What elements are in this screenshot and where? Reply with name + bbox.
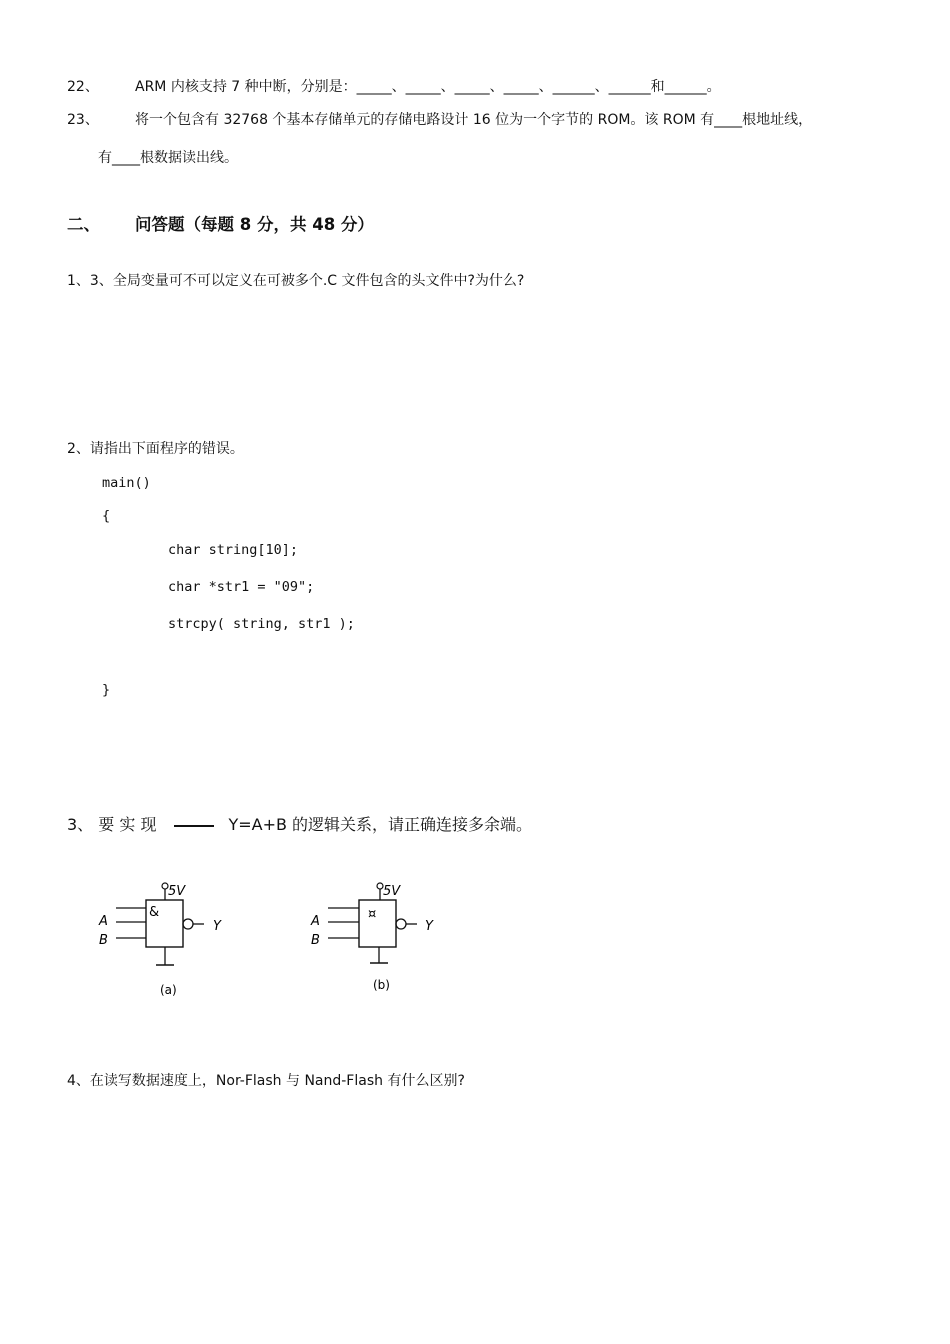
question-1: 1、3、全局变量可不可以定义在可被多个.C 文件包含的头文件中?为什么? — [67, 273, 525, 289]
input-label-b: B — [99, 933, 108, 948]
gate-symbol: ¤ — [368, 907, 377, 922]
section-number: 二、 — [67, 215, 100, 234]
output-label: Y — [425, 919, 433, 934]
input-label-b: B — [311, 933, 320, 948]
question-22 — [67, 78, 721, 96]
supply-label: 5V — [168, 884, 186, 899]
figure-caption: (b) — [373, 978, 390, 992]
question-prefix: 3、 要 实 现 — [67, 815, 157, 834]
gate-body — [359, 900, 396, 947]
input-label-a: A — [311, 914, 320, 929]
question-number: 23、 — [67, 112, 99, 128]
question-number: 22、 — [67, 79, 99, 95]
logic-formula: Y=A+B — [228, 815, 287, 834]
supply-label: 5V — [383, 884, 401, 899]
question-suffix: 的逻辑关系，请正确连接多余端。 — [286, 815, 533, 834]
inversion-bubble — [183, 919, 193, 929]
code-line: strcpy( string, str1 ); — [168, 616, 355, 632]
question-2: 2、请指出下面程序的错误。 — [67, 441, 244, 457]
gate-symbol: & — [149, 905, 160, 920]
gate-diagram-b — [304, 878, 464, 1008]
inversion-bubble — [396, 919, 406, 929]
question-23 — [67, 111, 812, 129]
code-line: main() — [102, 475, 151, 491]
output-label: Y — [213, 919, 221, 934]
question-4: 4、在读写数据速度上，Nor-Flash 与 Nand-Flash 有什么区别? — [67, 1073, 465, 1089]
question-23-continued: 有____根数据读出线。 — [98, 150, 238, 166]
section-heading — [67, 214, 374, 236]
gate-diagram-a — [92, 878, 252, 1008]
code-line: { — [102, 508, 111, 524]
question-text: 将一个包含有 32768 个基本存储单元的存储电路设计 16 位为一个字节的 ROM。该 ROM 有____根地址线， — [135, 112, 813, 128]
question-text: ARM 内核支持 7 种中断，分别是：_____、_____、_____、_____、______、______和______。 — [135, 79, 721, 95]
code-line: char *str1 = "09"; — [168, 579, 315, 595]
question-3 — [67, 814, 532, 836]
overbar-line — [174, 825, 214, 827]
figure-caption: (a) — [160, 983, 177, 997]
code-line: char string[10]; — [168, 542, 299, 558]
code-line: } — [102, 682, 111, 698]
input-label-a: A — [99, 914, 108, 929]
section-title: 问答题（每题 8 分，共 48 分） — [135, 215, 374, 234]
